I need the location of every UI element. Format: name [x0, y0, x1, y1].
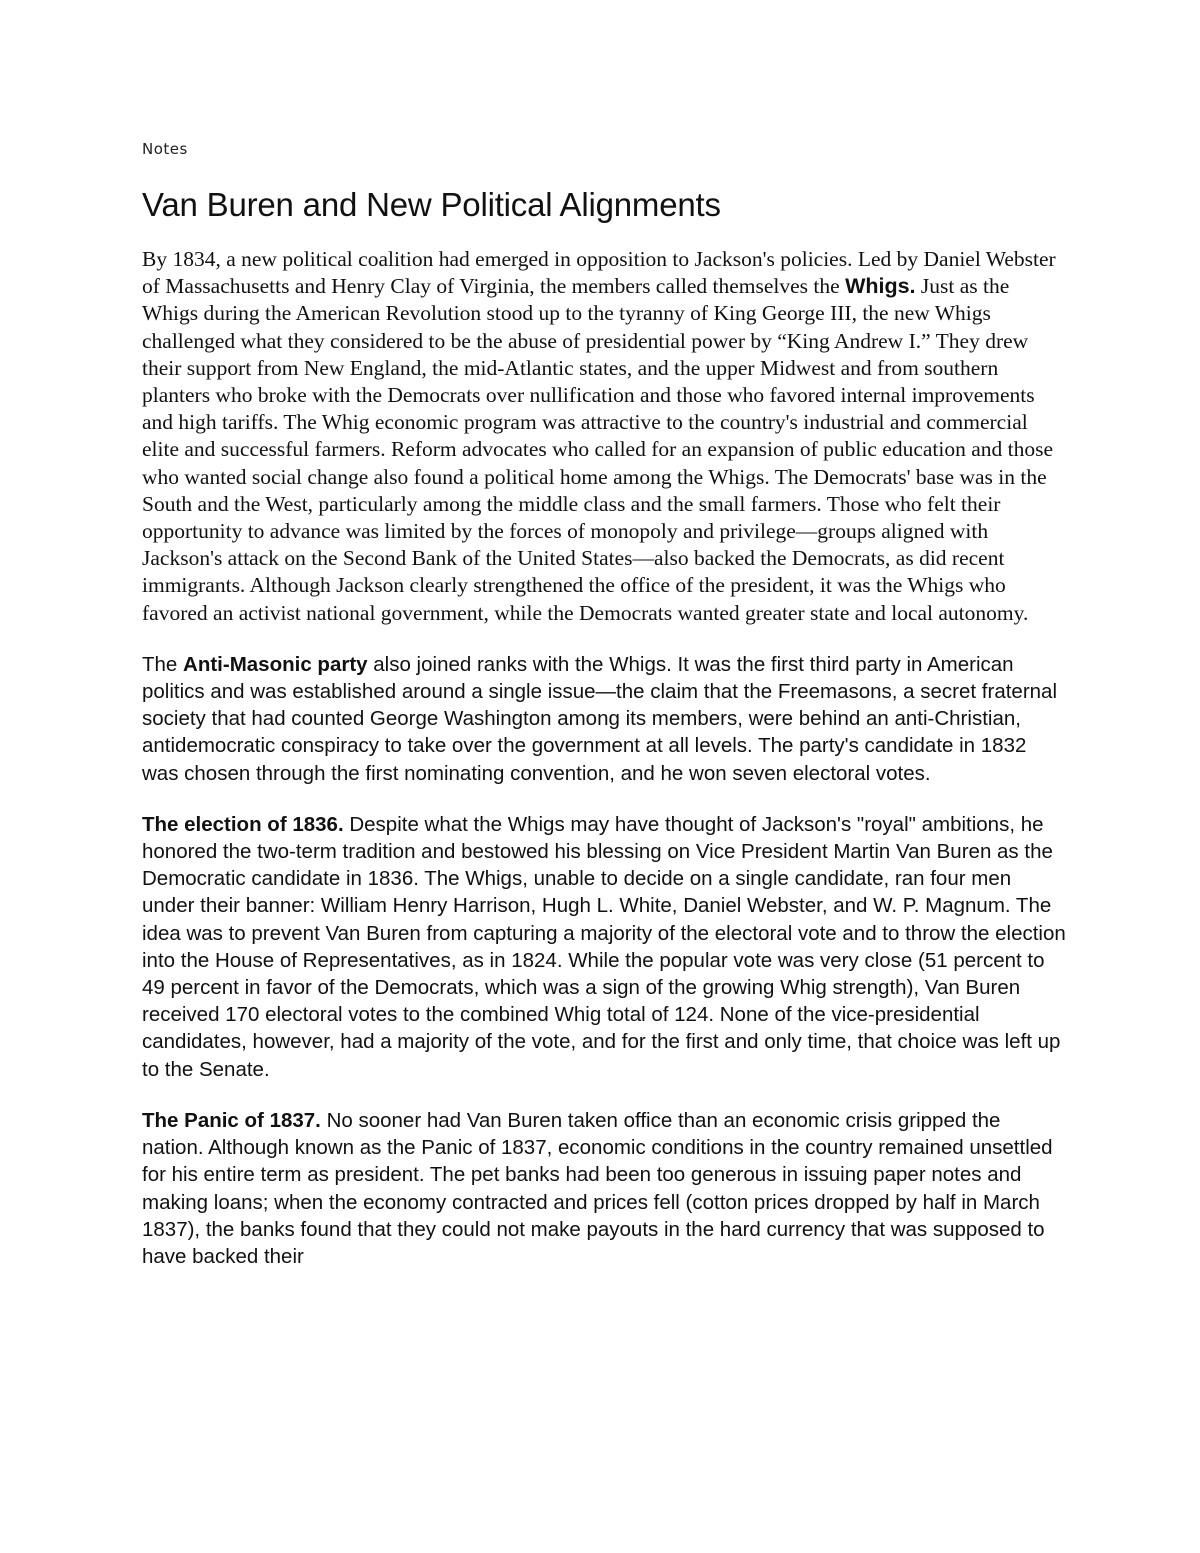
paragraph-election-1836 — [142, 811, 1067, 1083]
term-whigs: Whigs. — [845, 274, 916, 299]
notes-label: Notes — [142, 140, 188, 158]
paragraph-text: Despite what the Whigs may have thought of Jackson's "royal" ambitions, he honored the two-term tradition and bestowed his blessing on Vice President Martin Van Buren as the Democratic candidate in 1836. The Whigs, unable to decide on a single candidate, ran four men under their banner: William Henry Harrison, Hugh L. White, Daniel Webster, and W. P. Magnum. The idea was to prevent Van Buren from capturing a majority of the electoral vote and to throw the election into the House of Representatives, as in 1824. While the popular vote was very close (51 percent to 49 percent in favor of the Democrats, which was a sign of the growing Whig strength), Van Buren received 170 electoral votes to the combined Whig total of 124. None of the vice-presidential candidates, however, had a majority of the vote, and for the first and only time, that choice was left up to the Senate. — [142, 812, 1066, 1081]
paragraph-anti-masonic — [142, 651, 1067, 787]
paragraph-panic-1837 — [142, 1107, 1067, 1270]
term-anti-masonic-party: Anti-Masonic party — [183, 652, 368, 676]
paragraph-text: also joined ranks with the Whigs. It was the first third party in American politics and was established around a single issue—the claim that the Freemasons, a secret fraternal society that had counted George Washington among its members, were behind an anti-Christian, antidemocratic conspiracy to take over the government at all levels. The party's candidate in 1832 was chosen through the first nominating convention, and he won seven electoral votes. — [142, 652, 1058, 785]
term-panic-1837: The Panic of 1837. — [142, 1108, 321, 1132]
page-title: Van Buren and New Political Alignments — [142, 186, 721, 223]
document-page — [142, 140, 1067, 1294]
paragraph-whigs — [142, 246, 1067, 627]
paragraph-text: By 1834, a new political coalition had emerged in opposition to Jackson's policies. Led by Daniel Webster of Massachusetts and Henry Clay of Virginia, the members called themselves the — [142, 247, 1056, 299]
paragraph-text: Just as the Whigs during the American Revolution stood up to the tyranny of King George III, the new Whigs challenged what they considered to be the abuse of presidential power by “King Andrew I.” They drew their support from New England, the mid-Atlantic states, and the upper Midwest and from southern planters who broke with the Democrats over nullification and those who favored internal improvements and high tariffs. The Whig economic program was attractive to the country's industrial and commercial elite and successful farmers. Reform advocates who called for an expansion of public education and those who wanted social change also found a political home among the Whigs. The Democrats' base was in the South and the West, particularly among the middle class and the small farmers. Those who felt their opportunity to advance was limited by the forces of monopoly and privilege—groups aligned with Jackson's attack on the Second Bank of the United States—also backed the Democrats, as did recent immigrants. Although Jackson clearly strengthened the office of the president, it was the Whigs who favored an activist national government, while the Democrats wanted greater state and local autonomy. — [142, 274, 1054, 625]
paragraph-text: No sooner had Van Buren taken office than an economic crisis gripped the nation. Although known as the Panic of 1837, economic conditions in the country remained unsettled for his entire term as president. The pet banks had been too generous in issuing paper notes and making loans; when the economy contracted and prices fell (cotton prices dropped by half in March 1837), the banks found that they could not make payouts in the hard currency that was supposed to have backed their — [142, 1108, 1053, 1268]
paragraph-text: The — [142, 652, 184, 676]
term-election-1836: The election of 1836. — [142, 812, 344, 836]
